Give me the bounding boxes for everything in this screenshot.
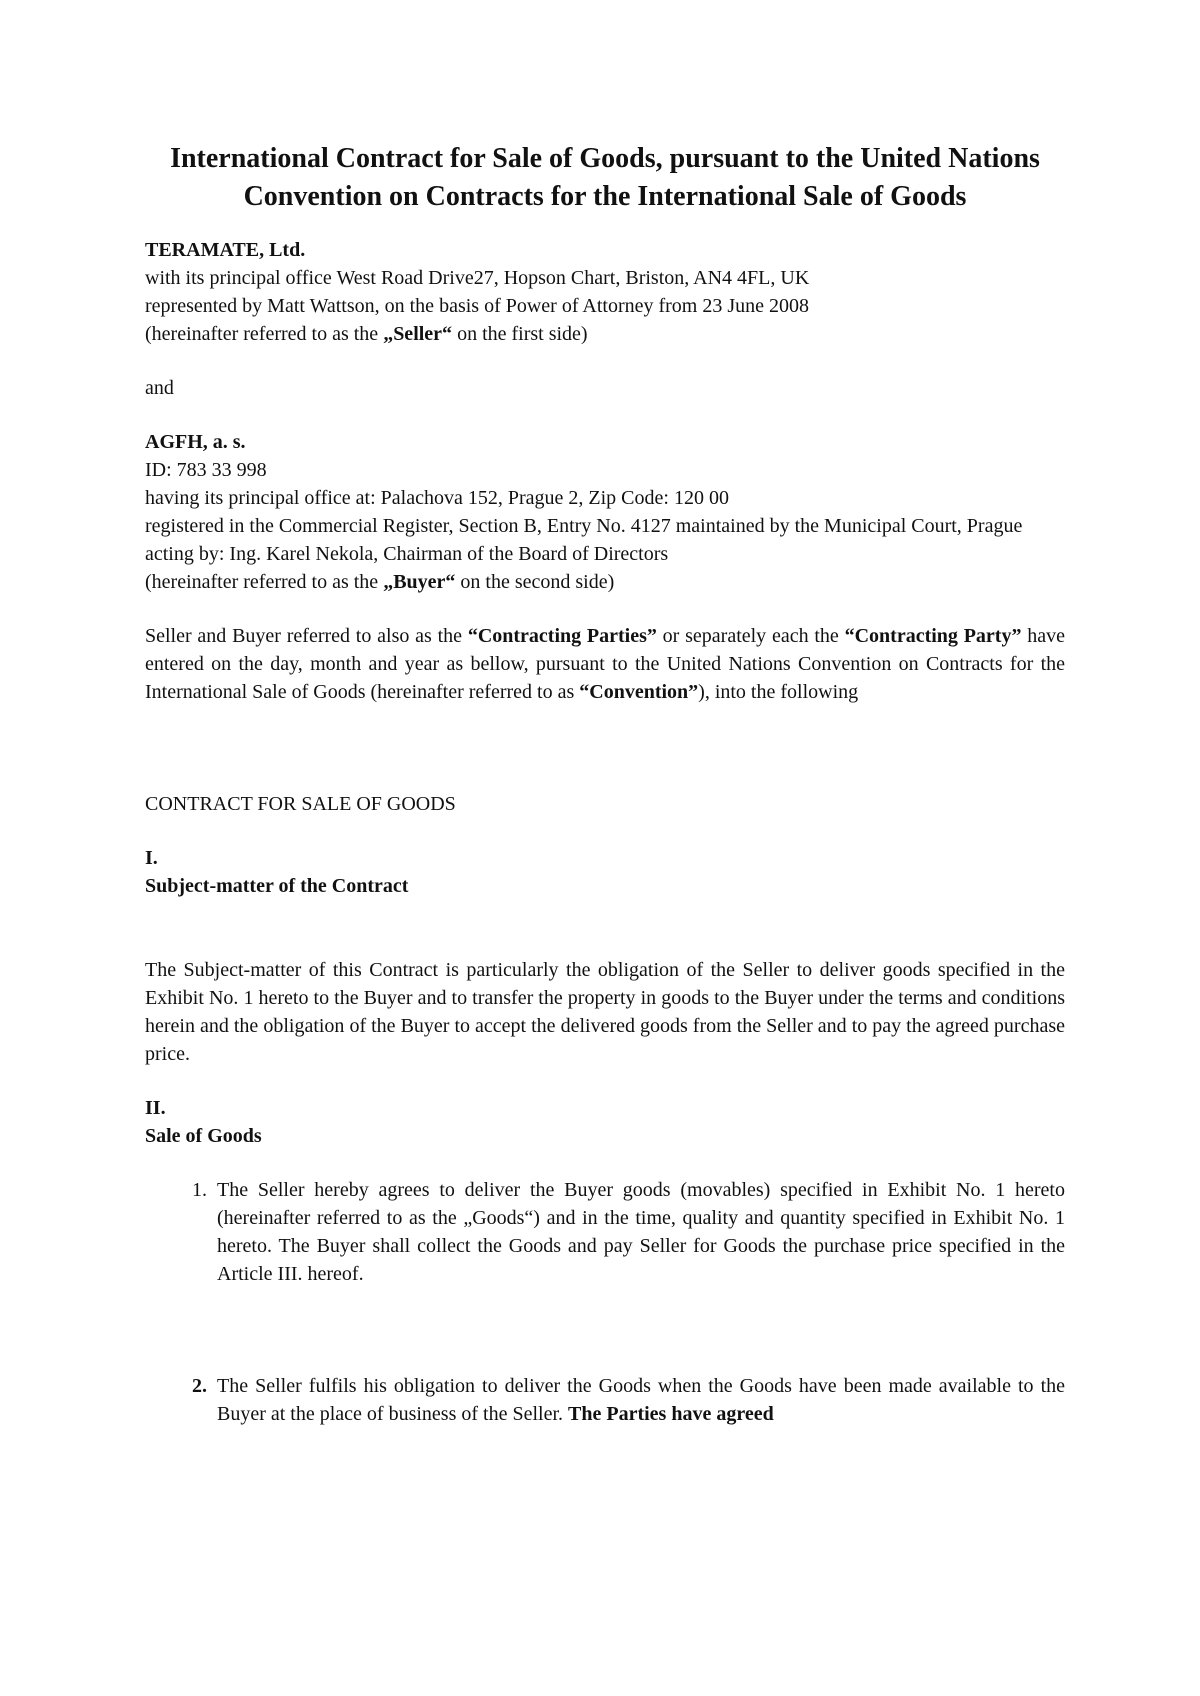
section-1-text: The Subject-matter of this Contract is particularly the obligation of the Seller to deliver goods specified in the Exhibit No. 1 hereto to the Buyer and to transfer the property in goods to the Buyer under the terms and conditions herein and the obligation of the Buyer to accept the delivered goods from the Seller and to pay the agreed purchase price.	[145, 959, 1065, 1065]
section-2-title: Sale of Goods	[145, 1125, 262, 1147]
seller-reference	[145, 320, 1065, 348]
seller-office: with its principal office West Road Drive27, Hopson Chart, Briston, AN4 4FL, UK	[145, 267, 810, 289]
seller-ref-prefix: (hereinafter referred to as the	[145, 323, 384, 345]
list-item-text	[217, 1372, 1065, 1428]
section-2-number: II.	[145, 1097, 166, 1119]
buyer-ref-prefix: (hereinafter referred to as the	[145, 571, 384, 593]
list-item-number: 2.	[192, 1375, 207, 1397]
buyer-ref-term: „Buyer“	[383, 571, 456, 593]
intro-text-2: or separately each the	[656, 625, 845, 647]
buyer-id: ID: 783 33 998	[145, 459, 267, 481]
document-page	[145, 140, 1065, 1428]
seller-name: TERAMATE, Ltd.	[145, 239, 306, 261]
intro-text-4: ), into the following	[698, 681, 859, 703]
buyer-reference	[145, 568, 1065, 596]
buyer-register: registered in the Commercial Register, Section B, Entry No. 4127 maintained by the Municipal Court, Prague	[145, 515, 1023, 537]
list-item-text-bold: The Parties have agreed	[568, 1403, 774, 1425]
term-convention: “Convention”	[579, 681, 699, 703]
section-1-number: I.	[145, 847, 158, 869]
and-separator: and	[145, 377, 174, 399]
seller-ref-suffix: on the first side)	[452, 323, 588, 345]
intro-paragraph	[145, 622, 1065, 706]
list-item-text: The Seller hereby agrees to deliver the Buyer goods (movables) specified in Exhibit No. 1 hereto (hereinafter referred to as the „Goods“) and in the time, quality and quantity specified in Exhibit No. 1 hereto. The Buyer shall collect the Goods and pay Seller for Goods the purchase price specified in the Article III. hereof.	[217, 1179, 1065, 1285]
term-contracting-parties: “Contracting Parties”	[467, 625, 657, 647]
buyer-name: AGFH, a. s.	[145, 431, 246, 453]
seller-ref-term: „Seller“	[383, 323, 453, 345]
list-item-text-regular: The Seller fulfils his obligation to deliver the Goods when the Goods have been made available to the Buyer at the place of business of the Seller.	[217, 1375, 1065, 1425]
document-title: International Contract for Sale of Goods, pursuant to the United Nations Convention on Contracts for the International Sale of Goods	[170, 143, 1040, 212]
contract-heading: CONTRACT FOR SALE OF GOODS	[145, 793, 456, 815]
section-1-title: Subject-matter of the Contract	[145, 875, 409, 897]
buyer-block	[145, 428, 1065, 596]
buyer-office: having its principal office at: Palachova 152, Prague 2, Zip Code: 120 00	[145, 487, 729, 509]
list-item-number: 1.	[192, 1179, 207, 1201]
term-contracting-party: “Contracting Party”	[844, 625, 1022, 647]
section-2-heading	[145, 1094, 1065, 1150]
list-item	[145, 1176, 1065, 1288]
section-1-heading	[145, 844, 1065, 900]
buyer-ref-suffix: on the second side)	[455, 571, 615, 593]
section-2-list	[145, 1176, 1065, 1428]
seller-representation: represented by Matt Wattson, on the basis of Power of Attorney from 23 June 2008	[145, 295, 810, 317]
intro-text-1: Seller and Buyer referred to also as the	[145, 625, 468, 647]
intro-text-3: have entered on the day, month and year as bellow, pursuant to the United Nations Convention on Contracts for the International Sale of Goods (hereinafter referred to as	[145, 625, 1065, 703]
buyer-acting: acting by: Ing. Karel Nekola, Chairman of the Board of Directors	[145, 543, 669, 565]
list-item	[145, 1372, 1065, 1428]
seller-block	[145, 236, 1065, 348]
